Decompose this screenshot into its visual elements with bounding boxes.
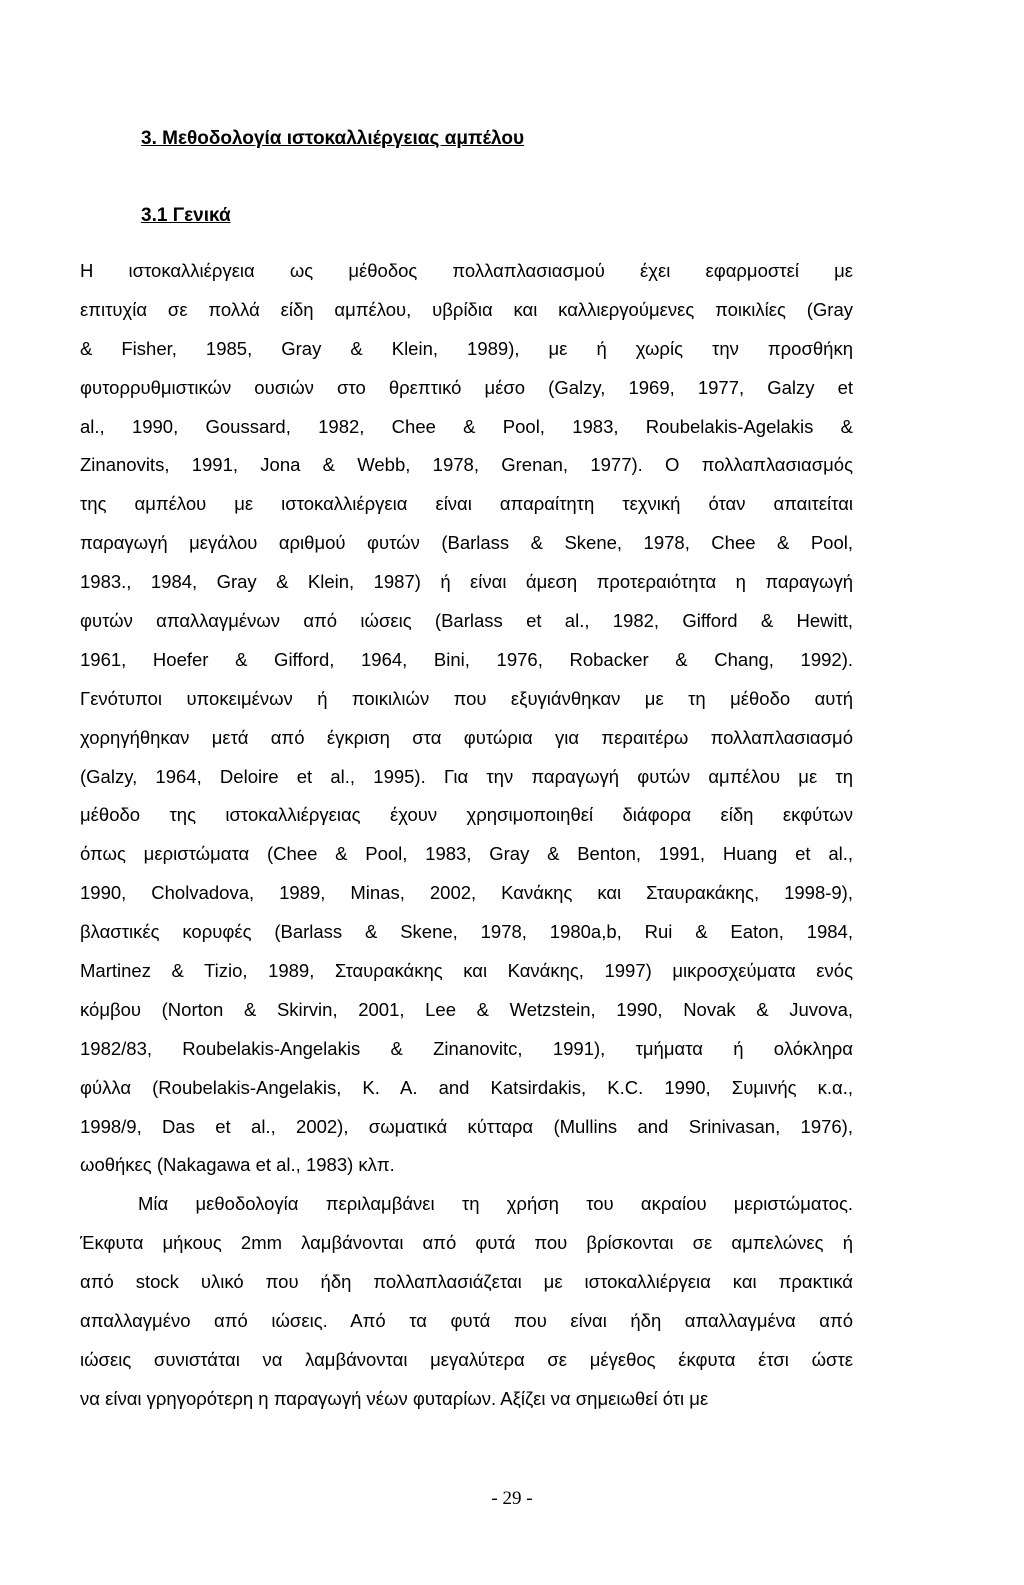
text-line: al., 1990, Goussard, 1982, Chee & Pool, 1983, Roubelakis-Agelakis & — [80, 415, 853, 437]
paragraph-1 — [80, 252, 853, 1185]
text-line: & Fisher, 1985, Gray & Klein, 1989), με ή χωρίς την προσθήκη — [80, 337, 853, 359]
text-line: ωοθήκες (Nakagawa et al., 1983) κλπ. — [80, 1154, 395, 1176]
text-line: της αμπέλου με ιστοκαλλιέργεια είναι απαραίτητη τεχνική όταν απαιτείται — [80, 493, 853, 515]
text-line: βλαστικές κορυφές (Barlass & Skene, 1978, 1980a,b, Rui & Eaton, 1984, — [80, 921, 853, 943]
text-line: 1982/83, Roubelakis-Angelakis & Zinanovitc, 1991), τμήματα ή ολόκληρα — [80, 1037, 853, 1059]
text-line: 1983., 1984, Gray & Klein, 1987) ή είναι άμεση προτεραιότητα η παραγωγή — [80, 571, 853, 593]
text-line: μέθοδο της ιστοκαλλιέργειας έχουν χρησιμοποιηθεί διάφορα είδη εκφύτων — [80, 804, 853, 826]
text-line: επιτυχία σε πολλά είδη αμπέλου, υβρίδια και καλλιεργούμενες ποικιλίες (Gray — [80, 298, 853, 320]
text-line: Martinez & Tizio, 1989, Σταυρακάκης και Κανάκης, 1997) μικροσχεύματα ενός — [80, 960, 853, 982]
text-line: παραγωγή μεγάλου αριθμού φυτών (Barlass & Skene, 1978, Chee & Pool, — [80, 532, 853, 554]
text-line: Γενότυποι υποκειμένων ή ποικιλιών που εξυγιάνθηκαν με τη μέθοδο αυτή — [80, 687, 853, 709]
text-line: από stock υλικό που ήδη πολλαπλασιάζεται με ιστοκαλλιέργεια και πρακτικά — [80, 1271, 853, 1293]
text-line: Έκφυτα μήκους 2mm λαμβάνονται από φυτά που βρίσκονται σε αμπελώνες ή — [80, 1232, 853, 1254]
text-line: να είναι γρηγορότερη η παραγωγή νέων φυταρίων. Αξίζει να σημειωθεί ότι με — [80, 1387, 709, 1409]
text-line: χορηγήθηκαν μετά από έγκριση στα φυτώρια για περαιτέρω πολλαπλασιασμό — [80, 726, 853, 748]
text-line: Zinanovits, 1991, Jona & Webb, 1978, Grenan, 1977). Ο πολλαπλασιασμός — [80, 454, 853, 476]
text-line: φύλλα (Roubelakis-Angelakis, K. A. and Katsirdakis, K.C. 1990, Συμινής κ.α., — [80, 1076, 853, 1098]
text-line: κόμβου (Norton & Skirvin, 2001, Lee & Wetzstein, 1990, Novak & Juvova, — [80, 998, 853, 1020]
section-heading: 3. Μεθοδολογία ιστοκαλλιέργειας αμπέλου — [141, 128, 525, 149]
text-line: Η ιστοκαλλιέργεια ως μέθοδος πολλαπλασιασμού έχει εφαρμοστεί με — [80, 260, 853, 281]
text-line: φυτών απαλλαγμένων από ιώσεις (Barlass et al., 1982, Gifford & Hewitt, — [80, 610, 853, 632]
text-line: φυτορρυθμιστικών ουσιών στο θρεπτικό μέσο (Galzy, 1969, 1977, Galzy et — [80, 376, 853, 398]
paragraph-2 — [80, 1185, 853, 1418]
text-line: 1961, Hoefer & Gifford, 1964, Bini, 1976, Robacker & Chang, 1992). — [80, 648, 853, 670]
page-number: - 29 - — [491, 1488, 533, 1509]
text-line: ιώσεις συνιστάται να λαμβάνονται μεγαλύτερα σε μέγεθος έκφυτα έτσι ώστε — [80, 1348, 853, 1370]
text-line: 1998/9, Das et al., 2002), σωματικά κύτταρα (Mullins and Srinivasan, 1976), — [80, 1115, 853, 1137]
text-line: απαλλαγμένο από ιώσεις. Από τα φυτά που είναι ήδη απαλλαγμένα από — [80, 1310, 853, 1332]
text-line: (Galzy, 1964, Deloire et al., 1995). Για την παραγωγή φυτών αμπέλου με τη — [80, 765, 853, 787]
subsection-heading: 3.1 Γενικά — [141, 205, 231, 226]
text-line: 1990, Cholvadova, 1989, Minas, 2002, Κανάκης και Σταυρακάκης, 1998-9), — [80, 882, 853, 904]
body-text — [80, 252, 853, 1419]
text-line: Μία μεθοδολογία περιλαμβάνει τη χρήση του ακραίου μεριστώματος. — [138, 1193, 853, 1215]
text-line: όπως μεριστώματα (Chee & Pool, 1983, Gray & Benton, 1991, Huang et al., — [80, 843, 853, 865]
